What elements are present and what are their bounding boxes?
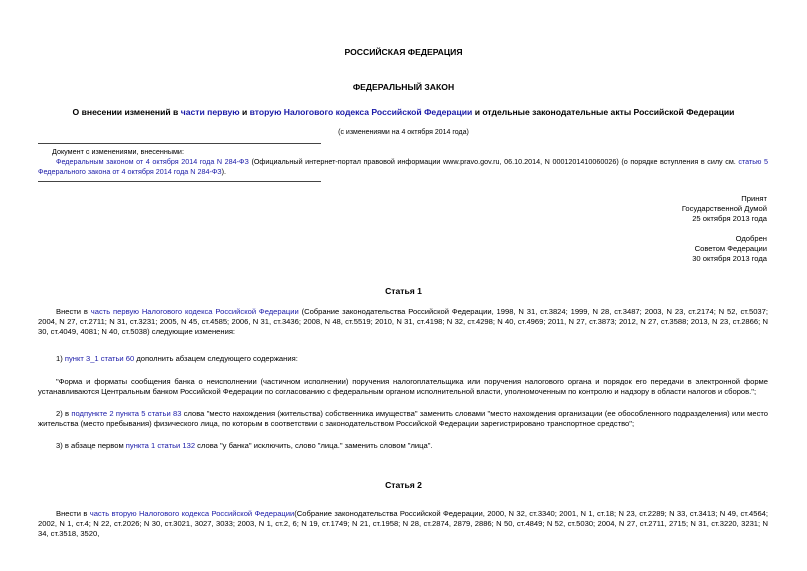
- title-text-mid: и: [239, 107, 250, 117]
- a1-intro-pre: Внести в: [56, 307, 91, 316]
- changes-text-1: (Официальный интернет-портал правовой информации www.pravo.gov.ru, 06.10.2014, N 0001201410060026) (о порядке вступления в силу см.: [248, 157, 739, 166]
- article-2-intro: [38, 509, 768, 539]
- a1-intro-post: (Собрание законодательства Российской Федерации, 1998, N 31, ст.3824; 1999, N 28, ст.3487; 2003, N 23, ст.2174; N 52, ст.5037; 2004, N 27, ст.2711; N 31, ст.3231; 2005, N 45, ст.4585; 2006, N 31, ст.3436; 2008, N 48, ст.5519; 2010, N 31, ст.4198; N 32, ст.4298; N 40, ст.4969; 2011, N 27, ст.3873; 2012, N 27, ст.3588; 2013, N 23, ст.2866; N 30, ст.4049, 4081; N 40, ст.5038) следующие изменения:: [38, 307, 768, 336]
- link-part-two[interactable]: вторую Налогового кодекса Российской Федерации: [249, 107, 473, 117]
- link-article-83[interactable]: подпункте 2 пункта 5 статьи 83: [71, 409, 182, 418]
- article-1-quote: [38, 377, 768, 397]
- doc-type-heading: ФЕДЕРАЛЬНЫЙ ЗАКОН: [352, 82, 455, 92]
- a1-i2-post: слова "место нахождения (жительства) собственника имущества" заменить словами "место нахождения организации (ее обособленного подразделения) или место жительства (место пребывания) физического лица, по которым в соответствии с законодательством Российской Федерации зарегистрировано транспортное средство";: [38, 409, 768, 428]
- link-part-two-tax-code[interactable]: часть вторую Налогового кодекса Российской Федерации: [89, 509, 295, 518]
- a1-i3-post: слова "у банка" исключить, слово "лица." заменить словом "лица".: [195, 441, 433, 450]
- a1-i1-num: 1): [56, 354, 65, 363]
- a1-i1-post: дополнить абзацем следующего содержания:: [134, 354, 298, 363]
- changes-top-rule: [38, 143, 321, 144]
- a2-intro-pre: Внести в: [56, 509, 90, 518]
- article-1-item-3: [38, 441, 768, 451]
- link-part-one[interactable]: части первую: [180, 107, 240, 117]
- changes-text-2: ).: [221, 167, 227, 176]
- title-text-pre: О внесении изменений в: [72, 107, 181, 117]
- article-1-item-2: [38, 409, 768, 429]
- article-1-intro: [38, 307, 768, 337]
- adoption-approved: Одобрен: [735, 234, 767, 243]
- adoption-accepted: Принят: [741, 194, 767, 203]
- changes-body: [38, 157, 768, 177]
- country-heading: РОССИЙСКАЯ ФЕДЕРАЦИЯ: [344, 47, 463, 57]
- article-2-title: Статья 2: [385, 480, 422, 490]
- adoption-council: Советом Федерации: [694, 244, 767, 253]
- a1-quote-text: "Форма и форматы сообщения банка о неисполнении (частичном исполнении) поручения налогоплательщика или поручения налогового органа и порядок его передачи в электронной форме устанавливаются Центральным банком Российской Федерации по согласованию с федеральным органом исполнительной власти, уполномоченным по контролю и надзору в области налогов и сборов.";: [38, 377, 768, 396]
- adoption-duma: Государственной Думой: [681, 204, 767, 213]
- changes-bottom-rule: [38, 181, 321, 182]
- adoption-date-2: 30 октября 2013 года: [692, 254, 767, 263]
- link-article-132[interactable]: пункта 1 статьи 132: [125, 441, 196, 450]
- a2-intro-post: (Собрание законодательства Российской Федерации, 2000, N 32, ст.3340; 2001, N 1, ст.18; N 23, ст.2289; N 33, ст.3413; N 49, ст.4564; 2002, N 1, ст.4; N 22, ст.2026; N 30, ст.3021, 3027, 3033; 2003, N 1, ст.2, 6; N 19, ст.1749; N 21, ст.1958; N 28, ст.2874, 2879, 2886; N 50, ст.4849; N 52, ст.5030; 2004, N 27, ст.2711, 2715; N 31, ст.3220, 3231; N 34, ст.3518, 3520,: [38, 509, 768, 538]
- changes-intro: Документ с изменениями, внесенными:: [52, 147, 184, 156]
- link-part-one-tax-code[interactable]: часть первую Налогового кодекса Российской Федерации: [90, 307, 299, 316]
- document-title: [0, 107, 807, 117]
- amendment-note: (с изменениями на 4 октября 2014 года): [338, 129, 469, 136]
- article-1-item-1: [38, 354, 768, 364]
- article-1-title: Статья 1: [385, 286, 422, 296]
- link-article-60[interactable]: пункт 3_1 статьи 60: [64, 354, 135, 363]
- a1-i3-pre: 3) в абзаце первом: [56, 441, 126, 450]
- link-article-5[interactable]: статью 5 Федерального закона от 4 октября 2014 года N 284-ФЗ: [38, 157, 768, 176]
- adoption-date-1: 25 октября 2013 года: [692, 214, 767, 223]
- link-fz-284[interactable]: Федеральным законом от 4 октября 2014 года N 284-ФЗ: [56, 157, 249, 166]
- a1-i2-pre: 2) в: [56, 409, 72, 418]
- title-text-post: и отдельные законодательные акты Российской Федерации: [472, 107, 735, 117]
